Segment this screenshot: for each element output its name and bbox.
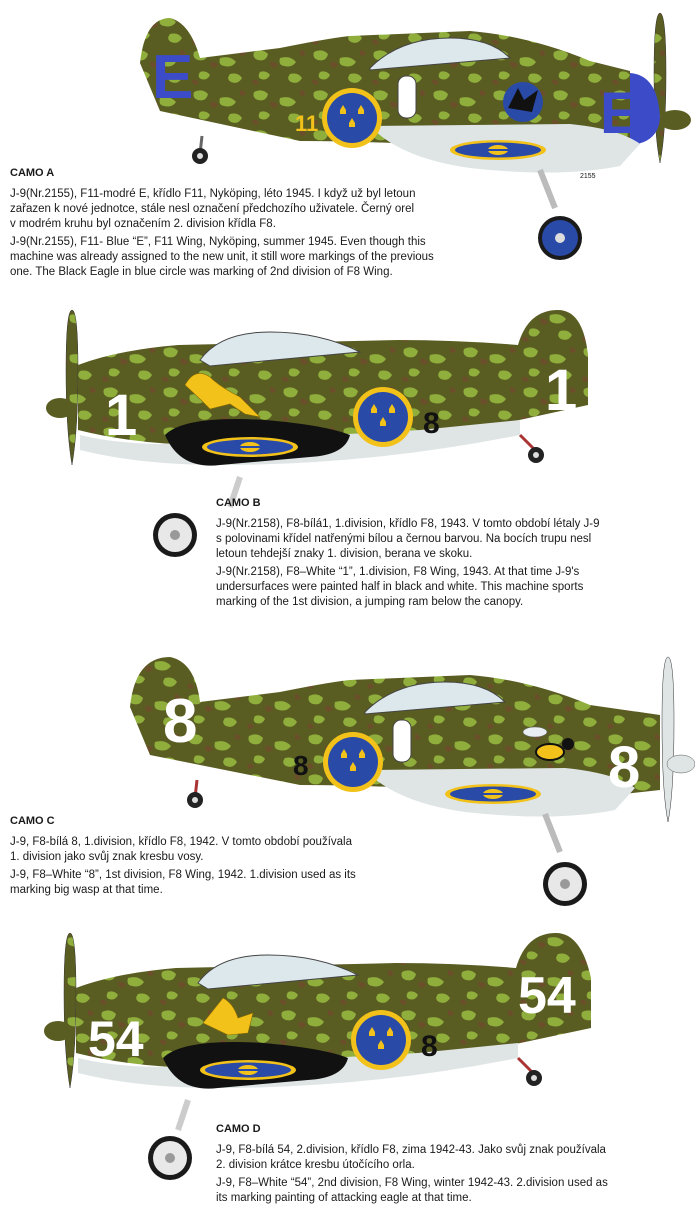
aircraft-number: 8: [293, 750, 309, 781]
fuselage-code: 1: [105, 383, 138, 448]
camo-d-description-cz: J-9, F8-bílá 54, 2.division, křídlo F8, zima 1942-43. Jako svůj znak používala 2. division krátce kresbu útočícího orla.: [216, 1144, 606, 1171]
camo-c-title: CAMO C: [10, 815, 55, 827]
fuselage-code: 8: [608, 735, 641, 800]
fin-code: 1: [545, 358, 578, 423]
fin-code: E: [152, 43, 194, 112]
aircraft-number: 8: [423, 407, 440, 440]
fin-code: 8: [163, 687, 198, 756]
swedish-roundel-icon: [322, 88, 382, 148]
camo-a-caption: [10, 166, 480, 283]
camo-c-description-en: J-9, F8–White “8”, 1st division, F8 Wing, 1942. 1.division used as its marking big wasp at that time.: [10, 869, 356, 896]
aircraft-number: 11: [295, 111, 319, 136]
camo-c-caption: [10, 814, 430, 901]
serial-number: 2155: [580, 173, 596, 180]
camo-d-title: CAMO D: [216, 1123, 261, 1135]
camo-a-description-en: J-9(Nr.2155), F11- Blue “E”, F11 Wing, Nyköping, summer 1945. Even though this machine was already assigned to the new unit, it still wore markings of the previous one. The Black Eagle in blue circle was marking of 2nd division of F8 Wing.: [10, 236, 434, 278]
camo-d-caption: [216, 1122, 696, 1209]
aircraft-number: 8: [421, 1030, 438, 1063]
fin-code: 54: [518, 967, 576, 1025]
camo-b-title: CAMO B: [216, 497, 261, 509]
swedish-roundel-icon: [323, 732, 383, 792]
fuselage-code: E: [600, 81, 639, 146]
camo-b-caption: [216, 496, 686, 613]
swedish-roundel-icon: [351, 1010, 411, 1070]
camo-b-description-en: J-9(Nr.2158), F8–White “1”, 1.division, F8 Wing, 1943. At that time J-9's undersurfaces were painted half in black and white. This machine sports marking of the 1st division, a jumping ram below the canopy.: [216, 566, 584, 608]
camo-d-description-en: J-9, F8–White “54”, 2nd division, F8 Wing, winter 1942-43. 2.division used as its marking painting of attacking eagle at that time.: [216, 1177, 608, 1204]
camo-a-title: CAMO A: [10, 167, 55, 179]
camo-a-description-cz: J-9(Nr.2155), F11-modré E, křídlo F11, Nyköping, léto 1945. I když už byl letoun zařazen k nové jednotce, stále nesl označení předchozího uživatele. Černý orel v modrém kruhu byl označením 2. division křídla F8.: [10, 188, 416, 230]
swedish-roundel-icon: [353, 387, 413, 447]
camo-b-description-cz: J-9(Nr.2158), F8-bílá1, 1.division, křídlo F8, 1943. V tomto období létaly J-9 s polovinami křídel natřenými bílou a černou barvou. Na bocích trupu nesl letoun tehdejší znaky 1. division, berana ve skoku.: [216, 518, 600, 560]
camo-c-description-cz: J-9, F8-bílá 8, 1.division, křídlo F8, 1942. V tomto období používala 1. division jako svůj znak kresbu vosy.: [10, 836, 352, 863]
fuselage-code: 54: [88, 1011, 144, 1067]
